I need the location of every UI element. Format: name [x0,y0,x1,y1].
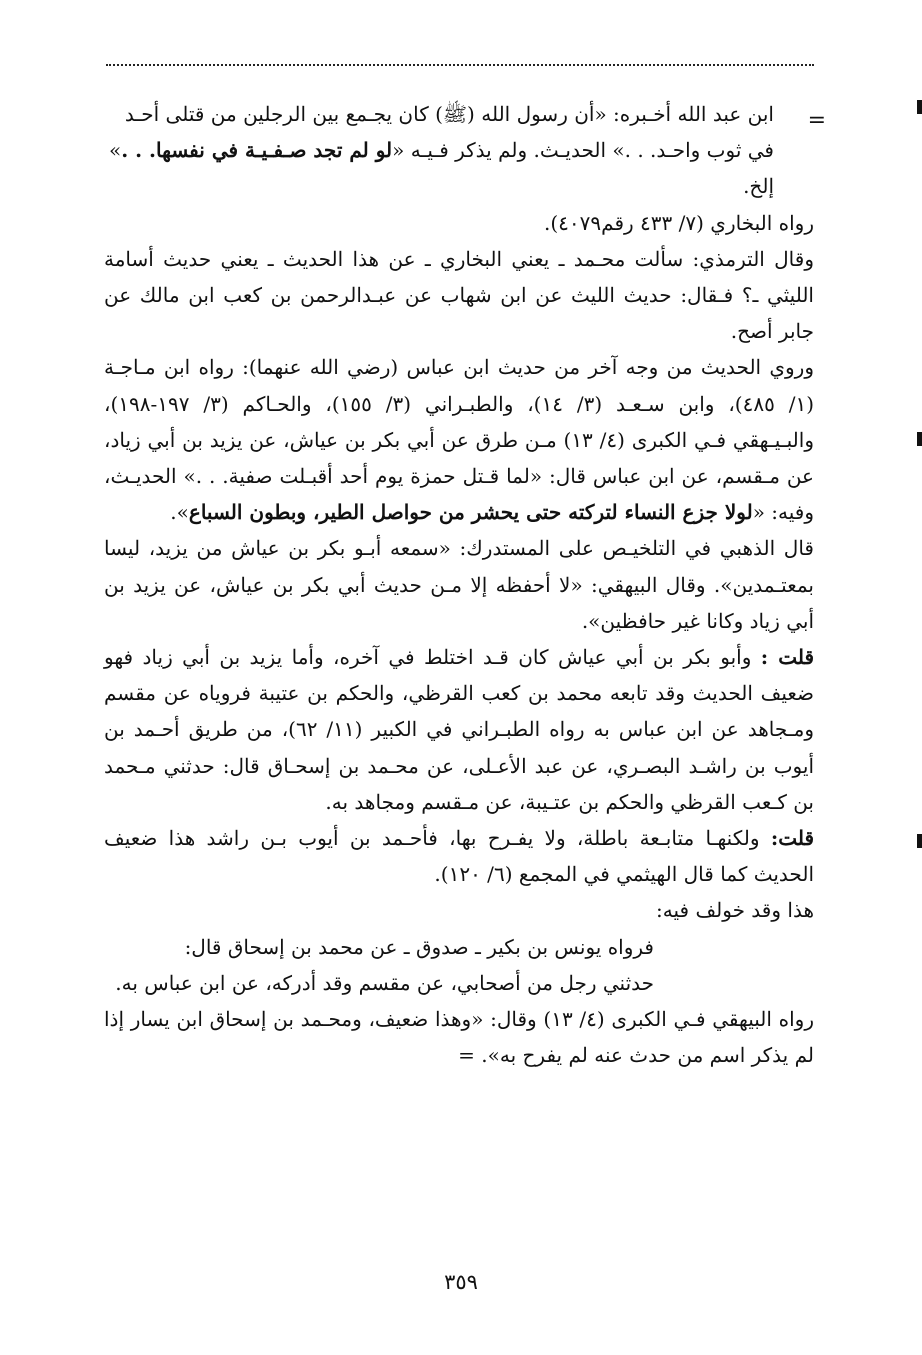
edge-mark-middle [917,432,922,446]
paragraph-4-tail: ». [170,500,189,525]
paragraph-5: قال الذهبي في التلخيـص على المستدرك: «سمعه أبـو بكر بن عياش من يزيد، ليسا بمعتـمدين». وقال البيهقي: «لا أحفظه إلا مـن حديث أبي بكر بن عياش، عن يزيد بن أبي زياد وكانا غير حافظين». [104,536,814,633]
paragraph-6-text: وأبو بكر بن أبي عياش كان قـد اختلط في آخره، وأما يزيد بن أبي زياد فهو ضعيف الحديث وقد تابعه محمد بن كعب القرظي، والحكم بن عتيبة فروياه عن مقسم ومـجاهد عن ابن عباس به رواه الطبـراني في الكبير (١١/ ٦٢)، من طريق أحـمد بن أيوب بن راشـد البصـري، عن عبد الأعـلى، عن محـمد بن إسحـاق قال: حدثني مـحمد بن كـعب القرظي والحكم بن عتـيبة، عن مـقسم ومجاهد به. [104,645,814,814]
continuation-mark: = [807,108,826,133]
paragraph-1-bold-quote: لو لم تجد صـفـيـة في نفسها. . . [121,138,393,163]
paragraph-1-tail: » إلخ. [108,138,774,199]
paragraph-7-text: ولكنهـا متابـعة باطلة، ولا يفـرح بها، فأحـمد بن أيوب بـن راشد هذا ضعيف الحديث كما قال الهيثمي في المجمع (٦/ ١٢٠). [104,826,814,887]
edge-mark-lower [917,834,922,848]
paragraph-2: رواه البخاري (٧/ ٤٣٣ رقم٤٠٧٩). [544,210,814,235]
page-number: ٣٥٩ [444,1270,478,1294]
paragraph-7 [104,820,814,892]
paragraph-3: وقال الترمذي: سألت محـمد ـ يعني البخاري ـ عن هذا الحديث ـ يعني حديث أسامة الليثي ـ؟ فـقال: حديث الليث عن ابن شهاب عن عبـدالرحمن بن كعب ابن مالك عن جابر أصح. [104,246,814,344]
paragraph-4 [104,349,814,530]
paragraph-4-text: وروي الحديث من وجه آخر من حديث ابن عباس (رضي الله عنهما): رواه ابن مـاجـة (١/ ٤٨٥)، وابن سـعـد (٣/ ١٤)، والطبـراني (٣/ ١٥٥)، والحـاكم (٣/ ١٩٧-١٩٨)، والبـيـهقي فـي الكبرى (٤/ ١٣) مـن طرق عن أبي بكر بن عياش، عن يزيد بن أبي زياد، عن مـقسم، عن ابن عباس قال: «لما قـتل حمزة يوم أحد أقبـلت صفية. . .» الحديـث، وفيه: « [104,355,814,525]
paragraph-8: هذا وقد خولف فيه: [656,898,814,923]
paragraph-10: حدثني رجل من أصحابي، عن مقسم وقد أدركه، عن ابن عباس به. [115,970,654,995]
paragraph-6-lead: قلت : [760,645,815,670]
edge-mark-top [917,100,922,114]
paragraph-4-bold-quote: لولا جزع النساء لتركته حتى يحشر من حواصل الطير، وبطون السباع [188,500,753,525]
paragraph-7-lead: قلت: [770,826,815,851]
paragraph-9: فرواه يونس بن بكير ـ صدوق ـ عن محمد بن إسحاق قال: [184,934,654,959]
paragraph-1-text: ابن عبد الله أخـبره: «أن رسول الله (ﷺ) كان يجـمع بين الرجلين من قتلى أحـد في ثوب واحـد. . .» الحديـث. ولم يذكر فـيـه « [124,102,774,163]
top-dotted-rule [106,64,814,66]
footnote-text [104,96,814,1073]
paragraph-6 [104,639,814,820]
paragraph-1 [104,96,814,205]
paragraph-11: رواه البيهقي فـي الكبرى (٤/ ١٣) وقال: «وهذا ضعيف، ومحـمد بن إسحاق ابن يسار إذا لم يذكر اسم من حدث عنه لم يفرح به». = [104,1007,814,1068]
